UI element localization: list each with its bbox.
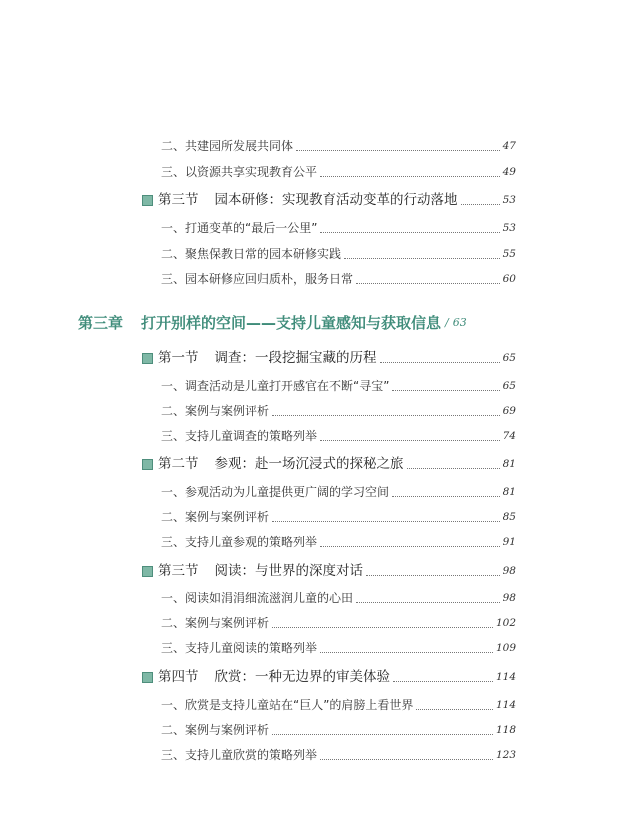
toc-entry-text: 一、欣赏是支持儿童站在“巨人”的肩膀上看世界 [161, 698, 414, 712]
square-bullet-icon [142, 459, 153, 470]
toc-entry-text: 一、参观活动为儿童提供更广阔的学习空间 [161, 485, 390, 499]
section-title: 参观：赴一场沉浸式的探秘之旅 [214, 456, 404, 472]
toc-page-number: 65 [502, 352, 516, 364]
dot-leader [380, 362, 500, 363]
toc-entry-text: 二、案例与案例评析 [161, 723, 270, 737]
dot-leader [416, 709, 493, 710]
dot-leader [366, 575, 500, 576]
dot-leader [392, 496, 500, 497]
toc-section[interactable] [142, 349, 516, 367]
toc-entry-text: 二、案例与案例评析 [161, 510, 270, 524]
toc-section[interactable] [142, 668, 516, 686]
toc-entry-text: 三、支持儿童调查的策略列举 [161, 429, 318, 443]
square-bullet-icon [142, 353, 153, 364]
toc-page-number: 98 [502, 592, 516, 604]
toc-page-number: 118 [495, 724, 516, 736]
toc-entry[interactable] [161, 137, 516, 155]
toc-entry[interactable] [161, 533, 516, 551]
toc-entry-text: 三、以资源共享实现教育公平 [161, 165, 318, 179]
dot-leader [320, 232, 499, 233]
toc-entry[interactable] [161, 270, 516, 288]
dot-leader [272, 627, 493, 628]
toc-page-number: 91 [502, 536, 516, 548]
toc-page-number: 109 [495, 642, 516, 654]
toc-entry-text: 二、案例与案例评析 [161, 404, 270, 418]
toc-entry[interactable] [161, 427, 516, 445]
toc-page-number: 60 [502, 273, 516, 285]
toc-page-number: 123 [495, 749, 516, 761]
toc-entry[interactable] [161, 402, 516, 420]
toc-entry-text: 三、园本研修应回归质朴，服务日常 [161, 272, 354, 286]
dot-leader [461, 204, 500, 205]
dot-leader [356, 283, 500, 284]
section-label: 第三节 [158, 563, 199, 579]
toc-section[interactable] [142, 191, 516, 209]
toc-page-number: 55 [502, 248, 516, 260]
dot-leader [356, 602, 500, 603]
chapter-page-number: 63 [452, 316, 467, 329]
dot-leader [407, 468, 500, 469]
toc-chapter[interactable] [78, 312, 518, 334]
dot-leader [296, 150, 500, 151]
chapter-slash: / [445, 316, 449, 329]
dot-leader [320, 440, 500, 441]
dot-leader [320, 176, 500, 177]
dot-leader [272, 734, 493, 735]
toc-entry-text: 二、共建园所发展共同体 [161, 139, 294, 153]
toc-entry-text: 二、聚焦保教日常的园本研修实践 [161, 247, 342, 261]
dot-leader [272, 415, 500, 416]
square-bullet-icon [142, 195, 153, 206]
toc-entry-text: 一、调查活动是儿童打开感官在不断“寻宝” [161, 379, 390, 393]
dot-leader [320, 546, 500, 547]
toc-entry[interactable] [161, 696, 516, 714]
toc-page-number: 81 [502, 458, 516, 470]
toc-page-number: 49 [502, 166, 516, 178]
toc-page-number: 69 [502, 405, 516, 417]
toc-page-number: 65 [502, 380, 516, 392]
section-label: 第一节 [158, 350, 199, 366]
toc-entry[interactable] [161, 746, 516, 764]
toc-page-number: 102 [495, 617, 516, 629]
square-bullet-icon [142, 566, 153, 577]
toc-entry[interactable] [161, 483, 516, 501]
section-label: 第二节 [158, 456, 199, 472]
toc-entry-text: 一、打通变革的“最后一公里” [161, 221, 318, 235]
toc-entry[interactable] [161, 163, 516, 181]
dot-leader [344, 258, 500, 259]
section-label: 第四节 [158, 669, 199, 685]
toc-page-number: 53 [502, 194, 516, 206]
toc-entry-text: 三、支持儿童欣赏的策略列举 [161, 748, 318, 762]
toc-page-number: 114 [495, 671, 516, 683]
toc-page-number: 114 [495, 699, 516, 711]
toc-section[interactable] [142, 455, 516, 473]
toc-page-number: 85 [502, 511, 516, 523]
toc-entry-text: 一、阅读如涓涓细流滋润儿童的心田 [161, 591, 354, 605]
toc-entry[interactable] [161, 614, 516, 632]
chapter-title: 打开别样的空间——支持儿童感知与获取信息 [141, 314, 442, 332]
section-title: 阅读：与世界的深度对话 [214, 563, 363, 579]
toc-section[interactable] [142, 562, 516, 580]
section-label: 第三节 [158, 192, 199, 208]
toc-entry[interactable] [161, 639, 516, 657]
dot-leader [320, 759, 493, 760]
toc-entry[interactable] [161, 721, 516, 739]
section-title: 欣赏：一种无边界的审美体验 [214, 669, 390, 685]
toc-page-number: 47 [502, 140, 516, 152]
dot-leader [272, 521, 500, 522]
toc-entry-text: 三、支持儿童阅读的策略列举 [161, 641, 318, 655]
toc-entry[interactable] [161, 377, 516, 395]
section-title: 园本研修：实现教育活动变革的行动落地 [214, 192, 458, 208]
chapter-label: 第三章 [78, 314, 124, 332]
toc-entry-text: 二、案例与案例评析 [161, 616, 270, 630]
toc-page-number: 81 [502, 486, 516, 498]
dot-leader [392, 390, 499, 391]
square-bullet-icon [142, 672, 153, 683]
dot-leader [320, 652, 493, 653]
toc-page-number: 74 [502, 430, 516, 442]
toc-entry[interactable] [161, 508, 516, 526]
toc-entry[interactable] [161, 589, 516, 607]
dot-leader [393, 681, 493, 682]
toc-entry[interactable] [161, 219, 516, 237]
toc-entry-text: 三、支持儿童参观的策略列举 [161, 535, 318, 549]
toc-page-number: 98 [502, 565, 516, 577]
toc-page-number: 53 [502, 222, 516, 234]
section-title: 调查：一段挖掘宝藏的历程 [214, 350, 377, 366]
toc-entry[interactable] [161, 245, 516, 263]
